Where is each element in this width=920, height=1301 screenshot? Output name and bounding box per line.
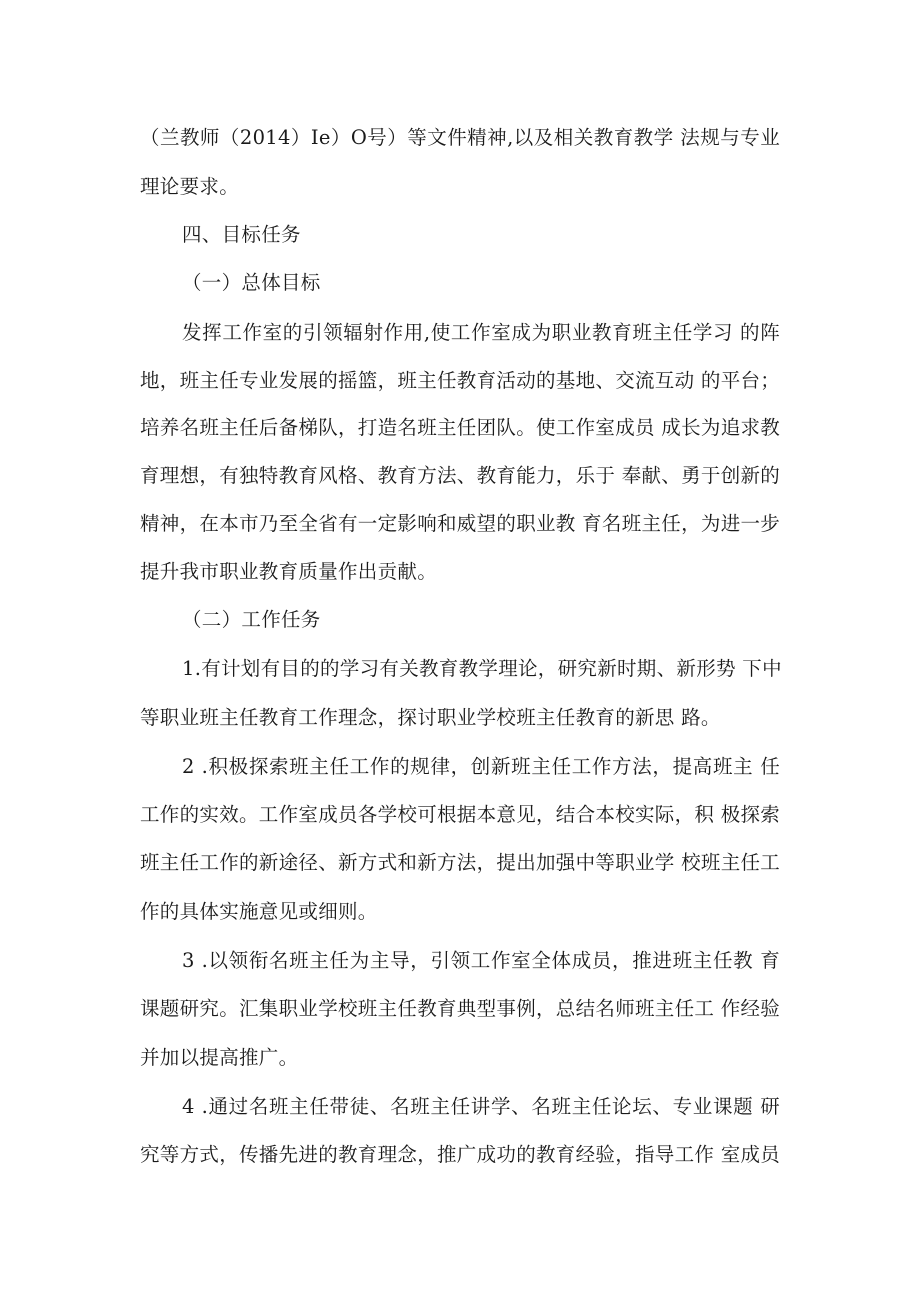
- section-heading-content: 四、目标任务: [182, 223, 301, 246]
- text-line-2: [0, 170, 920, 204]
- text-line-5-content: 发挥工作室的引领辐射作用,使工作室成为职业教育班主任学习 的阵: [182, 321, 780, 344]
- text-line-7: [0, 411, 920, 445]
- subsection-heading-2-content: （二）工作任务: [182, 608, 321, 631]
- text-line-19-content: 课题研究。汇集职业学校班主任教育典型事例，总结名师班主任工 作经验: [140, 997, 781, 1020]
- text-line-1: [0, 121, 920, 155]
- text-line-12-content: 1.有计划有目的的学习有关教育教学理论，研究新时期、新形势 下中: [182, 657, 782, 680]
- text-line-1-content: （兰教师（2014）Ie）O号）等文件精神,以及相关教育教学 法规与专业: [140, 126, 780, 149]
- text-line-6-content: 地，班主任专业发展的摇篮，班主任教育活动的基地、交流互动 的平台；: [140, 369, 781, 392]
- text-line-17: [0, 895, 920, 929]
- text-line-17-content: 作的具体实施意见或细则。: [140, 900, 378, 923]
- text-line-6: [0, 364, 920, 398]
- text-line-8-content: 育理想，有独特教育风格、教育方法、教育能力，乐于 奉献、勇于创新的: [140, 464, 781, 487]
- text-line-14-content: 2 .积极探索班主任工作的规律，创新班主任工作方法，提高班主 任: [182, 755, 780, 778]
- text-line-15-content: 工作的实效。工作室成员各学校可根据本意见，结合本校实际，积 极探索: [140, 803, 781, 826]
- text-line-19: [0, 992, 920, 1026]
- text-line-13: [0, 701, 920, 735]
- text-line-10-content: 提升我市职业教育质量作出贡献。: [140, 560, 438, 583]
- text-line-12: [0, 652, 920, 686]
- text-line-8: [0, 459, 920, 493]
- text-line-2-content: 理论要求。: [140, 175, 240, 198]
- text-line-16: [0, 846, 920, 880]
- text-line-7-content: 培养名班主任后备梯队，打造名班主任团队。使工作室成员 成长为追求教: [140, 416, 781, 439]
- text-line-21: [0, 1090, 920, 1124]
- subsection-heading-1-content: （一）总体目标: [182, 271, 321, 294]
- text-line-16-content: 班主任工作的新途径、新方式和新方法，提出加强中等职业学 校班主任工: [140, 851, 781, 874]
- text-line-9-content: 精神，在本市乃至全省有一定影响和威望的职业教 育名班主任，为进一步: [140, 512, 781, 535]
- text-line-20-content: 并加以提高推广。: [140, 1046, 299, 1069]
- text-line-10: [0, 555, 920, 589]
- text-line-9: [0, 507, 920, 541]
- section-heading: [0, 218, 920, 252]
- text-line-14: [0, 750, 920, 784]
- text-line-18: [0, 944, 920, 978]
- text-line-22-content: 究等方式，传播先进的教育理念，推广成功的教育经验，指导工作 室成员: [140, 1143, 781, 1166]
- text-line-22: [0, 1138, 920, 1172]
- text-line-15: [0, 798, 920, 832]
- text-line-21-content: 4 .通过名班主任带徒、名班主任讲学、名班主任论坛、专业课题 研: [182, 1095, 780, 1118]
- text-line-13-content: 等职业班主任教育工作理念，探讨职业学校班主任教育的新思 路。: [140, 706, 721, 729]
- subsection-heading-1: [0, 266, 920, 300]
- subsection-heading-2: [0, 603, 920, 637]
- text-line-18-content: 3 .以领衔名班主任为主导，引领工作室全体成员，推进班主任教 育: [182, 949, 780, 972]
- text-line-5: [0, 316, 920, 350]
- text-line-20: [0, 1041, 920, 1075]
